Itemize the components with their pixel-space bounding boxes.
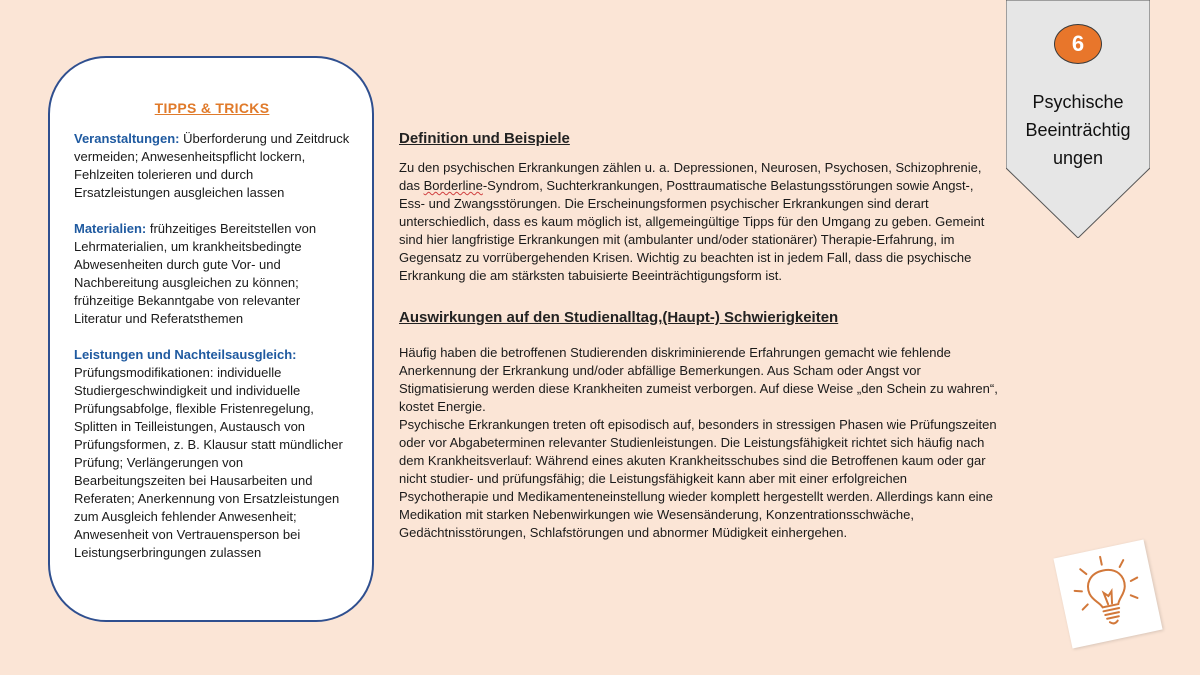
tip-leistungen xyxy=(74,346,350,562)
tip-veranstaltungen xyxy=(74,130,350,202)
chapter-title-line: ungen xyxy=(1052,148,1104,168)
chapter-number: 6 xyxy=(1054,24,1102,64)
tips-title: TIPPS & TRICKS xyxy=(154,100,270,116)
tip-materialien xyxy=(74,220,350,328)
tip-text: Überforderung und Zeitdruck vermeiden; Anwesenheitspflicht lockern, Fehlzeiten tolerieren und durch Ersatzleistungen ausgleichen lassen xyxy=(74,131,350,200)
chapter-title-line: Beeinträchtig xyxy=(1025,120,1131,140)
paragraph-text: Zu den psychischen Erkrankungen zählen u. a. Depressionen, Neurosen, Psychosen, Schizophrenie, das xyxy=(399,160,982,193)
tips-box xyxy=(48,56,374,622)
paragraph-definition xyxy=(399,159,999,285)
chapter-badge xyxy=(1006,0,1150,238)
paragraph-text: -Syndrom, Suchterkrankungen, Posttraumatische Belastungsstörungen sowie Angst-, Ess- und Zwangsstörungen. Die Erscheinungsformen psychischer Erkrankungen sind derart unterschiedlich, dass es kaum möglich ist, allgemeingültige Tipps für den Umgang zu geben. Gemeint sind hier langfristige Erkrankungen mit (ambulanter und/oder stationärer) Therapie-Erfahrung, im Gegensatz zu vorrübergehenden Krisen. Wichtig zu beachten ist in jedem Fall, dass die psychische Erkrankung die am stärksten tabuisierte Beeinträchtigungsform ist. xyxy=(399,178,985,283)
main-content xyxy=(399,130,999,542)
tip-label: Leistungen und Nachteilsausgleich: xyxy=(74,347,297,362)
spellcheck-word: Borderline xyxy=(423,178,483,193)
tip-label: Materialien: xyxy=(74,221,147,236)
chapter-title xyxy=(1010,88,1146,172)
tip-label: Veranstaltungen: xyxy=(74,131,180,146)
tip-text: Prüfungsmodifikationen: individuelle Studiergeschwindigkeit und individuelle Prüfungsabfolge, flexible Fristenregelung, Splitten in Teilleistungen, Austausch von Prüfungsformen, z. B. Klausur statt mündlicher Prüfung; Verlängerungen von Bearbeitungszeiten bei Hausarbeiten und Referaten; Anerkennung von Ersatzleistungen zum Ausgleich fehlender Anwesenheit; Anwesenheit von Vertrauensperson bei Leistungserbringungen zulassen xyxy=(74,365,343,560)
paragraph-auswirkungen-2: Psychische Erkrankungen treten oft episodisch auf, besonders in stressigen Phasen wie Prüfungszeiten oder vor Abgabeterminen relevanter Studienleistungen. Die Leistungsfähigkeit richtet sich häufig nach dem Krankheitsverlauf: Während eines akuten Krankheitsschubes sind die Betroffenen kaum oder gar nicht studier- und prüfungsfähig; die Leistungsfähigkeit kann aber mit einer erfolgreichen Psychotherapie und Medikamenteneinstellung wieder komplett hergestellt werden. Allerdings kann eine Medikation mit starken Nebenwirkungen wie Wesensänderung, Konzentrationsschwäche, Gedächtnisstörungen, Schlafstörungen und abnormer Müdigkeit einhergehen. xyxy=(399,417,997,540)
lightbulb-card xyxy=(1053,539,1162,648)
section-heading-auswirkungen: Auswirkungen auf den Studienalltag,(Haupt-) Schwierigkeiten xyxy=(399,309,839,326)
lightbulb-icon xyxy=(1053,539,1162,648)
tip-text: frühzeitiges Bereitstellen von Lehrmaterialien, um krankheitsbedingte Abwesenheiten durch gute Vor- und Nachbereitung ausgleichen zu können; frühzeitige Bekanntgabe von relevanter Literatur und Referatsthemen xyxy=(74,221,317,326)
section-heading-definition: Definition und Beispiele xyxy=(399,130,570,147)
chapter-title-line: Psychische xyxy=(1032,92,1124,112)
paragraph-auswirkungen-1: Häufig haben die betroffenen Studierenden diskriminierende Erfahrungen gemacht wie fehlende Anerkennung der Erkrankung und/oder abfällige Bemerkungen. Aus Scham oder Angst vor Stigmatisierung werden diese Krankheiten zumeist verborgen. Auf diese Weise „den Schein zu wahren“, kostet Energie. xyxy=(399,345,998,414)
